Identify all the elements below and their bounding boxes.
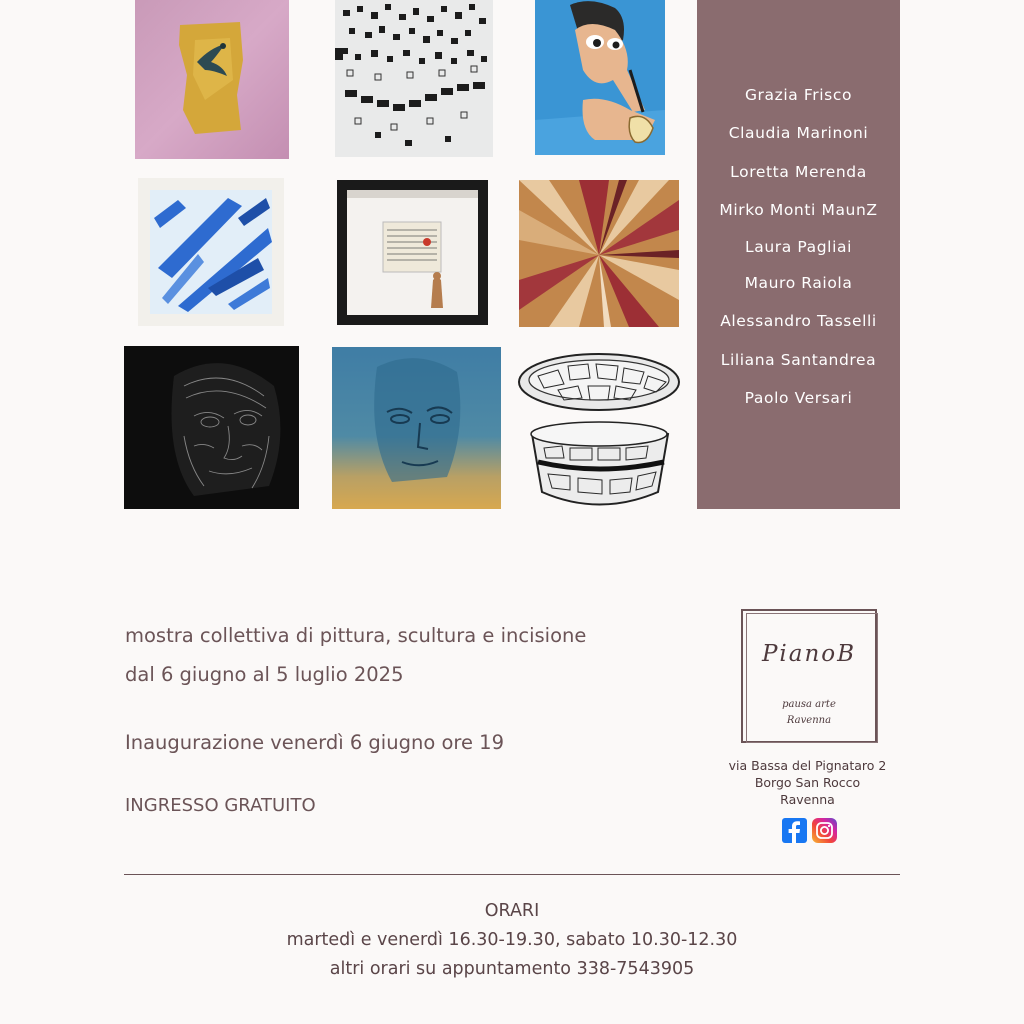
hours-appointment: altri orari su appuntamento 338-7543905 [329,959,695,979]
exhibition-dates: dal 6 giugno al 5 luglio 2025 [125,663,404,686]
venue-address-street: via Bassa del Pignataro 2 [728,758,887,773]
hours-title: ORARI [484,901,540,921]
hours-weekly: martedì e venerdì 16.30-19.30, sabato 10.30-12.30 [286,930,738,950]
logo-subtitle-city: Ravenna [786,715,832,726]
artists-panel [697,0,900,509]
artwork-blue-face [332,347,501,509]
divider [124,874,900,875]
venue-address-area: Borgo San Rocco [754,775,861,790]
instagram-icon[interactable] [812,818,837,843]
logo-title: PianoB [761,641,857,667]
artist-name: Mauro Raiola [744,274,853,292]
artwork-mosaic-bowls [518,352,681,512]
artwork-shadow-box [337,180,488,325]
artwork-blue-glass [138,178,284,326]
venue-address-city: Ravenna [780,792,835,807]
artwork-black-squares [335,0,493,157]
artwork-etching-face [124,346,299,509]
artwork-gold-swallow [135,0,289,159]
artist-name: Laura Pagliai [745,238,852,256]
exhibition-entry: INGRESSO GRATUITO [125,795,316,816]
exhibition-opening: Inaugurazione venerdì 6 giugno ore 19 [125,731,504,754]
artist-name: Alessandro Tasselli [720,312,877,330]
artist-name: Liliana Santandrea [720,351,877,369]
artist-name: Loretta Merenda [730,163,867,181]
artist-name: Claudia Marinoni [728,124,869,142]
exhibition-type: mostra collettiva di pittura, scultura e incisione [125,624,587,647]
facebook-icon[interactable] [782,818,807,843]
logo-subtitle: pausa arte [782,699,836,710]
artist-name: Paolo Versari [744,389,853,407]
artwork-starburst [519,180,679,327]
artwork-caricature [535,0,665,155]
venue-logo [741,609,877,743]
artist-name: Mirko Monti MaunZ [719,201,878,219]
artist-name: Grazia Frisco [744,86,853,104]
